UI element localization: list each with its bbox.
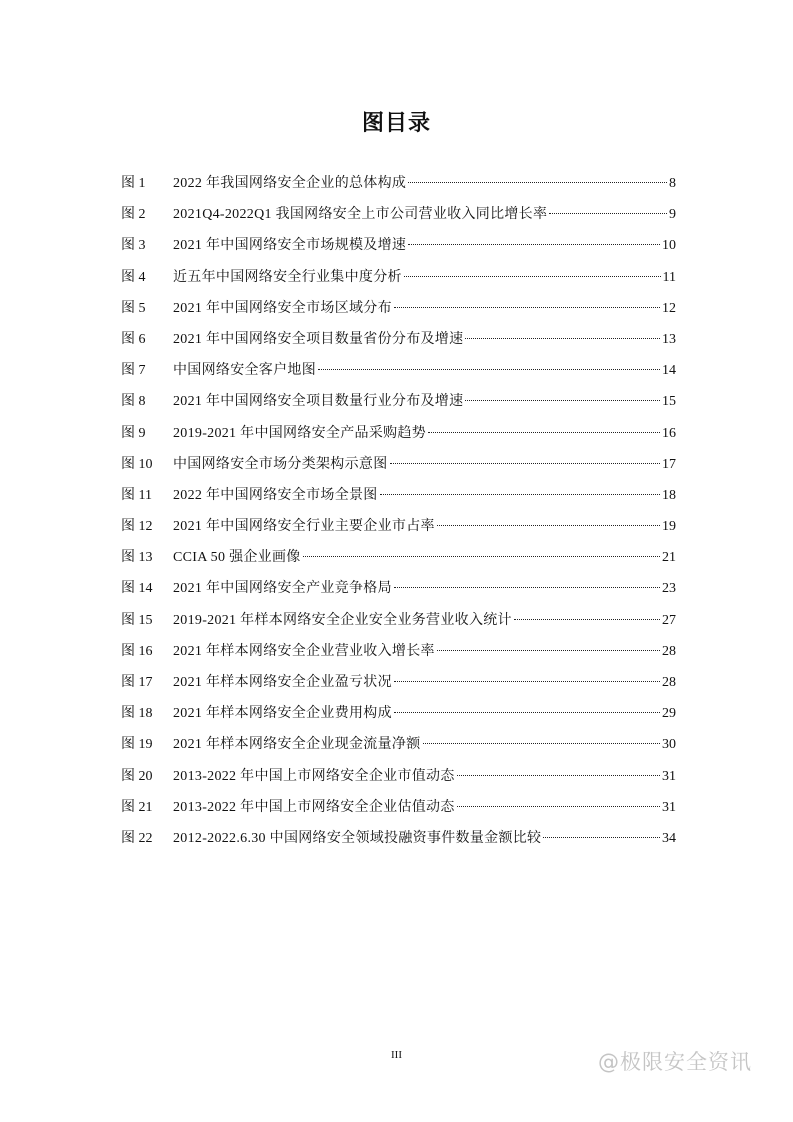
figure-title: 2021 年中国网络安全项目数量省份分布及增速 (173, 331, 464, 347)
figure-title: 2022 年中国网络安全市场全景图 (173, 487, 378, 503)
figure-number: 图 6 (121, 331, 146, 347)
figure-number: 图 9 (121, 425, 146, 441)
toc-entry[interactable] (121, 702, 676, 733)
toc-entry[interactable] (121, 484, 676, 515)
figure-number: 图 2 (121, 207, 146, 223)
toc-entry[interactable] (121, 515, 676, 546)
figure-page-number: 29 (662, 706, 676, 722)
figure-title: 2022 年我国网络安全企业的总体构成 (173, 176, 407, 191)
figure-number: 图 21 (121, 799, 153, 815)
dot-leader (437, 649, 660, 651)
figure-page-number: 18 (662, 487, 676, 503)
toc-entry[interactable] (121, 422, 676, 453)
figure-title: 2013-2022 年中国上市网络安全企业估值动态 (173, 799, 455, 815)
figure-page-number: 14 (662, 363, 676, 379)
figure-title: 2021Q4-2022Q1 我国网络安全上市公司营业收入同比增长率 (173, 207, 548, 223)
dot-leader (394, 680, 660, 682)
figure-title: 2021 年中国网络安全产业竞争格局 (173, 581, 392, 597)
figure-number: 图 16 (121, 643, 153, 659)
page-title: 图目录 (361, 111, 431, 136)
toc-entry[interactable] (121, 609, 676, 640)
figure-page-number: 16 (662, 425, 676, 441)
figure-title: 2019-2021 年中国网络安全产品采购趋势 (173, 425, 427, 441)
toc-entry[interactable] (121, 765, 676, 796)
dot-leader (404, 275, 661, 277)
figure-title: 2021 年样本网络安全企业费用构成 (173, 706, 392, 722)
figure-title: 中国网络安全客户地图 (173, 363, 316, 379)
figure-number: 图 12 (121, 519, 153, 535)
dot-leader (543, 836, 660, 838)
figure-page-number: 17 (662, 456, 676, 472)
toc-entry[interactable] (121, 640, 676, 671)
toc-entry[interactable] (121, 266, 676, 297)
dot-leader (394, 711, 660, 713)
dot-leader (408, 243, 660, 245)
figure-number: 图 20 (121, 768, 153, 784)
figure-title: 2021 年中国网络安全行业主要企业市占率 (173, 519, 435, 535)
toc-entry[interactable] (121, 733, 676, 764)
dot-leader (428, 431, 660, 433)
figure-page-number: 21 (662, 550, 676, 566)
figure-number: 图 22 (121, 830, 153, 846)
figure-title: 2012-2022.6.30 中国网络安全领域投融资事件数量金额比较 (173, 830, 542, 846)
figure-number: 图 10 (121, 456, 153, 472)
figure-page-number: 13 (662, 331, 676, 347)
figure-number: 图 18 (121, 706, 153, 722)
figure-number: 图 3 (121, 238, 146, 254)
dot-leader (465, 337, 660, 339)
toc-entry[interactable] (121, 390, 676, 421)
figure-page-number: 30 (662, 737, 676, 753)
toc-entry[interactable] (121, 546, 676, 577)
dot-leader (394, 586, 660, 588)
dot-leader (514, 618, 660, 620)
dot-leader (437, 524, 660, 526)
figure-page-number: 19 (662, 519, 676, 535)
figure-title: 2021 年中国网络安全市场规模及增速 (173, 238, 407, 254)
toc-entry[interactable] (121, 359, 676, 390)
page-number: III (391, 1049, 402, 1061)
toc-entry[interactable] (121, 577, 676, 608)
figure-number: 图 15 (121, 612, 153, 628)
dot-leader (380, 493, 660, 495)
figure-page-number: 27 (662, 612, 676, 628)
dot-leader (394, 306, 660, 308)
figure-title: CCIA 50 强企业画像 (173, 550, 301, 566)
figure-page-number: 10 (662, 238, 676, 254)
figure-number: 图 5 (121, 300, 146, 316)
figure-number: 图 19 (121, 737, 153, 753)
figure-title: 近五年中国网络安全行业集中度分析 (173, 269, 402, 285)
figure-number: 图 4 (121, 269, 146, 285)
dot-leader (465, 399, 660, 401)
figure-page-number: 11 (662, 269, 676, 285)
figure-number: 图 1 (121, 176, 146, 191)
dot-leader (318, 368, 660, 370)
toc-entry[interactable] (121, 827, 676, 858)
toc-entry[interactable] (121, 172, 676, 203)
dot-leader (408, 181, 667, 183)
figure-title: 2021 年样本网络安全企业盈亏状况 (173, 675, 392, 690)
dot-leader (457, 774, 660, 776)
figure-page-number: 12 (662, 300, 676, 316)
toc-entry[interactable] (121, 328, 676, 359)
toc-entry[interactable] (121, 453, 676, 484)
figure-index-list (121, 172, 676, 858)
dot-leader (423, 742, 661, 744)
figure-page-number: 15 (662, 394, 676, 410)
toc-entry[interactable] (121, 203, 676, 234)
figure-title: 2013-2022 年中国上市网络安全企业市值动态 (173, 768, 455, 784)
figure-page-number: 8 (669, 176, 676, 191)
figure-number: 图 7 (121, 363, 146, 379)
toc-entry[interactable] (121, 297, 676, 328)
figure-title: 2021 年样本网络安全企业营业收入增长率 (173, 643, 435, 659)
figure-page-number: 9 (669, 207, 676, 223)
figure-page-number: 31 (662, 799, 676, 815)
figure-number: 图 14 (121, 581, 153, 597)
toc-entry[interactable] (121, 671, 676, 702)
figure-title: 2019-2021 年样本网络安全企业安全业务营业收入统计 (173, 612, 512, 628)
figure-number: 图 11 (121, 487, 152, 503)
figure-page-number: 28 (662, 643, 676, 659)
figure-number: 图 8 (121, 394, 146, 410)
dot-leader (549, 212, 667, 214)
figure-page-number: 34 (662, 830, 676, 846)
figure-title: 2021 年中国网络安全项目数量行业分布及增速 (173, 394, 464, 410)
toc-entry[interactable] (121, 234, 676, 265)
figure-title: 2021 年样本网络安全企业现金流量净额 (173, 737, 421, 753)
watermark: @极限安全资讯 (598, 1050, 752, 1074)
figure-title: 2021 年中国网络安全市场区域分布 (173, 300, 392, 316)
figure-page-number: 31 (662, 768, 676, 784)
figure-page-number: 28 (662, 675, 676, 690)
toc-entry[interactable] (121, 796, 676, 827)
figure-page-number: 23 (662, 581, 676, 597)
figure-title: 中国网络安全市场分类架构示意图 (173, 456, 388, 472)
dot-leader (390, 462, 661, 464)
dot-leader (457, 805, 660, 807)
dot-leader (303, 555, 660, 557)
figure-number: 图 13 (121, 550, 153, 566)
figure-number: 图 17 (121, 675, 153, 690)
